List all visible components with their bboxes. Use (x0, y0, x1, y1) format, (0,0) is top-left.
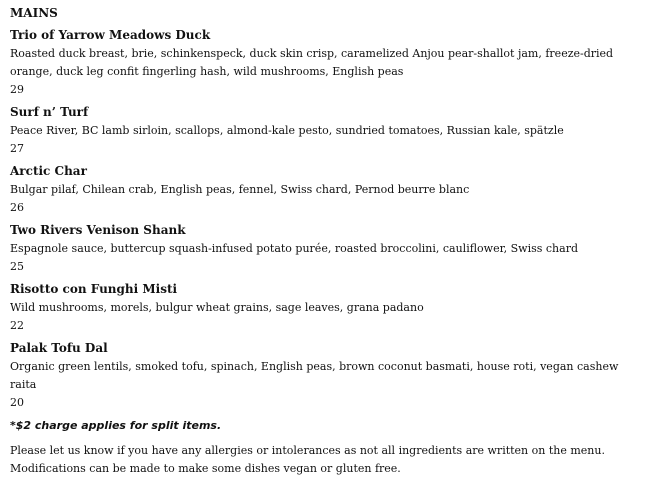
split-charge-note: *$2 charge applies for split items. (10, 419, 222, 432)
item-price: 29 (10, 83, 24, 96)
allergy-note: Please let us know if you have any allergies or intolerances as not all ingredients are written on the menu. Modifications can be made to make some dishes vegan or gluten free. (10, 444, 605, 475)
item-name: Surf n’ Turf (10, 105, 89, 119)
item-name: Palak Tofu Dal (10, 341, 108, 355)
item-name: Arctic Char (10, 164, 87, 178)
item-name: Two Rivers Venison Shank (10, 223, 186, 237)
section-title: MAINS (10, 6, 58, 20)
item-price: 20 (10, 396, 24, 409)
item-description: Roasted duck breast, brie, schinkenspeck, duck skin crisp, caramelized Anjou pear-shallot jam, freeze-dried orange, duck leg confit fingerling hash, wild mushrooms, English peas (10, 47, 614, 78)
item-description: Bulgar pilaf, Chilean crab, English peas, fennel, Swiss chard, Pernod beurre blanc (10, 183, 470, 196)
item-description: Espagnole sauce, buttercup squash-infused potato purée, roasted broccolini, cauliflower, Swiss chard (10, 242, 578, 255)
menu-item-risotto (10, 282, 642, 335)
item-description: Organic green lentils, smoked tofu, spinach, English peas, brown coconut basmati, house roti, vegan cashew raita (10, 360, 619, 391)
item-price: 27 (10, 142, 24, 155)
menu-item-duck-trio (10, 28, 642, 99)
item-price: 22 (10, 319, 24, 332)
menu-item-arctic-char (10, 164, 642, 217)
item-price: 26 (10, 201, 24, 214)
menu-item-venison-shank (10, 223, 642, 276)
item-name: Trio of Yarrow Meadows Duck (10, 28, 211, 42)
menu-item-palak-tofu-dal (10, 341, 642, 412)
item-description: Wild mushrooms, morels, bulgur wheat grains, sage leaves, grana padano (10, 301, 424, 314)
item-description: Peace River, BC lamb sirloin, scallops, almond-kale pesto, sundried tomatoes, Russian kale, spätzle (10, 124, 564, 137)
item-price: 25 (10, 260, 24, 273)
menu-item-surf-n-turf (10, 105, 642, 158)
item-name: Risotto con Funghi Misti (10, 282, 178, 296)
